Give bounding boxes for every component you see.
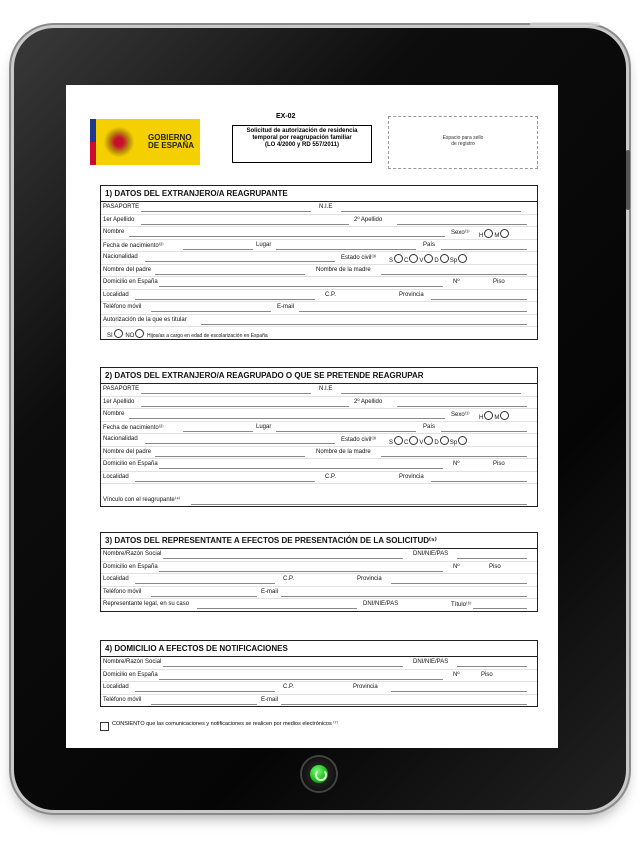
label: 1er Apellido — [103, 398, 135, 405]
label: E-mail — [261, 588, 279, 595]
locality-field[interactable] — [135, 299, 315, 300]
label: Nº — [453, 563, 460, 570]
relationship-field[interactable] — [191, 504, 527, 505]
stamp-line1: Espacio para sello — [442, 135, 484, 141]
label: Nombre de la madre — [316, 266, 371, 273]
address-field[interactable] — [159, 286, 443, 287]
label: 2º Apellido — [354, 216, 383, 223]
label: V — [419, 440, 424, 446]
radio-s[interactable] — [394, 254, 403, 263]
radio-d[interactable] — [440, 254, 449, 263]
locality-field[interactable] — [135, 481, 315, 482]
radio-s[interactable] — [394, 436, 403, 445]
label: Piso — [481, 671, 493, 678]
rep-title-field[interactable] — [473, 608, 527, 609]
father-field[interactable] — [155, 456, 305, 457]
label: C.P. — [283, 684, 294, 690]
birthdate-field[interactable] — [183, 249, 253, 250]
passport-field[interactable] — [141, 393, 311, 394]
section-title: 3) DATOS DEL REPRESENTANTE A EFECTOS DE PRESENTACIÓN DE LA SOLICITUD⁽⁵⁾ — [101, 533, 537, 549]
notif-name-field[interactable] — [163, 666, 403, 667]
rep-province-field[interactable] — [391, 583, 527, 584]
label: S — [389, 258, 394, 264]
label: M — [494, 233, 500, 239]
label: Provincia — [399, 291, 424, 298]
radio-m[interactable] — [500, 229, 509, 238]
label: C.P. — [283, 576, 294, 582]
phone-field[interactable] — [151, 311, 271, 312]
authorization-field[interactable] — [201, 324, 527, 325]
label: Nº — [453, 279, 460, 285]
section-title: 4) DOMICILIO A EFECTOS DE NOTIFICACIONES — [101, 641, 537, 657]
mother-field[interactable] — [381, 456, 527, 457]
rep-phone-field[interactable] — [151, 596, 257, 597]
label: Domicilio en España — [103, 671, 158, 678]
label: SI — [107, 333, 113, 339]
label: V — [419, 258, 424, 264]
birthdate-field[interactable] — [183, 431, 253, 432]
title-line2: temporal por reagrupación familiar — [252, 135, 352, 141]
label: DNI/NIE/PAS — [413, 659, 449, 665]
birthplace-field[interactable] — [276, 431, 416, 432]
email-field[interactable] — [299, 311, 527, 312]
radio-sp[interactable] — [458, 254, 467, 263]
label: NO — [125, 333, 135, 339]
section-title: 1) DATOS DEL EXTRANJERO/A REAGRUPANTE — [101, 186, 537, 202]
mother-field[interactable] — [381, 274, 527, 275]
rep-name-field[interactable] — [163, 558, 403, 559]
label: Vínculo con el reagrupante⁽⁴⁾ — [103, 497, 181, 503]
label: D — [434, 440, 439, 446]
label: Lugar — [256, 241, 272, 248]
label: País — [423, 241, 436, 248]
label: N.I.E — [319, 204, 333, 210]
label: PASAPORTE — [103, 204, 140, 210]
label: D — [434, 258, 439, 264]
radio-c[interactable] — [409, 436, 418, 445]
title-line1: Solicitud de autorización de residencia — [246, 128, 358, 134]
label: Teléfono móvil — [103, 588, 142, 595]
label: Fecha de nacimiento⁽²⁾ — [103, 242, 164, 249]
rep-legal-field[interactable] — [197, 608, 357, 609]
label: Provincia — [357, 576, 382, 582]
radio-h[interactable] — [484, 229, 493, 238]
flag-icon — [90, 119, 96, 165]
label: Lugar — [256, 423, 272, 430]
province-field[interactable] — [431, 299, 527, 300]
label: M — [494, 415, 500, 421]
government-logo — [90, 119, 200, 165]
nationality-field[interactable] — [145, 443, 335, 444]
label: Teléfono móvil — [103, 304, 142, 310]
rep-address-field[interactable] — [159, 571, 443, 572]
label: Sexo⁽¹⁾ — [451, 230, 470, 236]
radio-d[interactable] — [440, 436, 449, 445]
label: H — [479, 233, 484, 239]
notif-email-field[interactable] — [281, 704, 527, 705]
name-field[interactable] — [129, 236, 445, 237]
label: Sexo⁽¹⁾ — [451, 412, 470, 418]
surname1-field[interactable] — [141, 224, 349, 225]
passport-field[interactable] — [141, 211, 311, 212]
form-code: EX-02 — [276, 113, 296, 120]
label: Nombre de la madre — [316, 448, 371, 455]
label: Piso — [493, 461, 505, 467]
label: Provincia — [399, 473, 424, 480]
label: Domicilio en España — [103, 563, 158, 570]
label: C.P. — [325, 291, 336, 298]
label: Localidad — [103, 473, 129, 480]
section-reagrupante — [100, 185, 538, 340]
tablet-glare — [530, 22, 600, 26]
label: DNI/NIE/PAS — [363, 601, 399, 607]
label: Nº — [453, 461, 460, 467]
radio-si[interactable] — [114, 329, 123, 338]
country-field[interactable] — [441, 431, 527, 432]
notif-province-field[interactable] — [391, 691, 527, 692]
radio-c[interactable] — [409, 254, 418, 263]
consent-checkbox[interactable] — [100, 722, 109, 731]
label: Nombre del padre — [103, 448, 152, 455]
document-screen — [66, 85, 558, 748]
nie-field[interactable] — [341, 211, 521, 212]
label: H — [479, 415, 484, 421]
label: C.P. — [325, 473, 336, 480]
form-title — [232, 125, 372, 163]
radio-h[interactable] — [484, 411, 493, 420]
name-field[interactable] — [129, 418, 445, 419]
label: Sp — [449, 440, 458, 446]
label: S — [389, 440, 394, 446]
radio-v[interactable] — [424, 436, 433, 445]
rep-locality-field[interactable] — [135, 583, 275, 584]
home-button[interactable] — [302, 757, 336, 791]
stamp-line2: de registro — [451, 141, 475, 147]
side-button[interactable] — [626, 150, 630, 210]
registry-stamp-box — [388, 116, 538, 169]
label: Título⁽⁶⁾ — [451, 602, 472, 608]
nationality-field[interactable] — [145, 261, 335, 262]
notif-phone-field[interactable] — [151, 704, 257, 705]
surname1-field[interactable] — [141, 406, 349, 407]
section-reagrupado — [100, 367, 538, 507]
label: Piso — [493, 279, 505, 285]
label: Provincia — [353, 684, 378, 690]
label: Fecha de nacimiento⁽²⁾ — [103, 424, 164, 431]
notif-dni-field[interactable] — [457, 666, 527, 667]
radio-m[interactable] — [500, 411, 509, 420]
label: Localidad — [103, 684, 129, 690]
country-field[interactable] — [441, 249, 527, 250]
label: 2º Apellido — [354, 398, 383, 405]
label: Nombre — [103, 229, 125, 235]
label: Domicilio en España — [103, 279, 158, 285]
label: 1er Apellido — [103, 216, 135, 223]
coat-of-arms-icon — [104, 126, 134, 158]
label: Nº — [453, 671, 460, 678]
notif-locality-field[interactable] — [135, 691, 275, 692]
label: Autorización de la que es titular — [103, 316, 187, 323]
label: Nacionalidad — [103, 436, 138, 442]
radio-sp[interactable] — [458, 436, 467, 445]
label: Sp — [449, 258, 458, 264]
label: Nombre/Razón Social — [103, 659, 162, 665]
radio-v[interactable] — [424, 254, 433, 263]
title-line3: (LO 4/2000 y RD 557/2011) — [264, 142, 340, 148]
gov-line2: DE ESPAÑA — [148, 141, 195, 150]
surname2-field[interactable] — [397, 224, 527, 225]
label: Hijos/as a cargo en edad de escolarización en España — [147, 333, 268, 339]
section-title: 2) DATOS DEL EXTRANJERO/A REAGRUPADO O QUE SE PRETENDE REAGRUPAR — [101, 368, 537, 384]
radio-no[interactable] — [135, 329, 144, 338]
notif-address-field[interactable] — [159, 679, 443, 680]
father-field[interactable] — [155, 274, 305, 275]
province-field[interactable] — [431, 481, 527, 482]
label: Nombre/Razón Social — [103, 551, 162, 557]
label: Localidad — [103, 576, 129, 582]
label: PASAPORTE — [103, 386, 140, 392]
section-notificaciones — [100, 640, 538, 707]
label: E-mail — [261, 696, 279, 703]
label: Domicilio en España — [103, 461, 158, 467]
label: Teléfono móvil — [103, 696, 142, 703]
label: N.I.E — [319, 386, 333, 392]
label: C — [404, 258, 409, 264]
label: Representante legal, en su caso — [103, 601, 190, 607]
label: E-mail — [277, 304, 295, 310]
label: País — [423, 423, 436, 430]
consent-label: CONSIENTO que las comunicaciones y notificaciones se realicen por medios electrónicos ⁽⁷⁾ — [112, 721, 338, 727]
nie-field[interactable] — [341, 393, 521, 394]
label: C — [404, 440, 409, 446]
label: Nacionalidad — [103, 254, 138, 260]
power-icon — [310, 765, 328, 783]
label: Estado civil⁽³⁾ — [341, 255, 377, 261]
section-representante — [100, 532, 538, 612]
label: Nombre — [103, 411, 125, 417]
address-field[interactable] — [159, 468, 443, 469]
rep-email-field[interactable] — [281, 596, 527, 597]
label: Piso — [489, 563, 501, 570]
surname2-field[interactable] — [397, 406, 527, 407]
rep-dni-field[interactable] — [457, 558, 527, 559]
label: Estado civil⁽³⁾ — [341, 437, 377, 443]
birthplace-field[interactable] — [276, 249, 416, 250]
label: Localidad — [103, 291, 129, 298]
label: Nombre del padre — [103, 266, 152, 273]
gov-line1: GOBIERNO — [148, 133, 192, 142]
label: DNI/NIE/PAS — [413, 551, 449, 557]
